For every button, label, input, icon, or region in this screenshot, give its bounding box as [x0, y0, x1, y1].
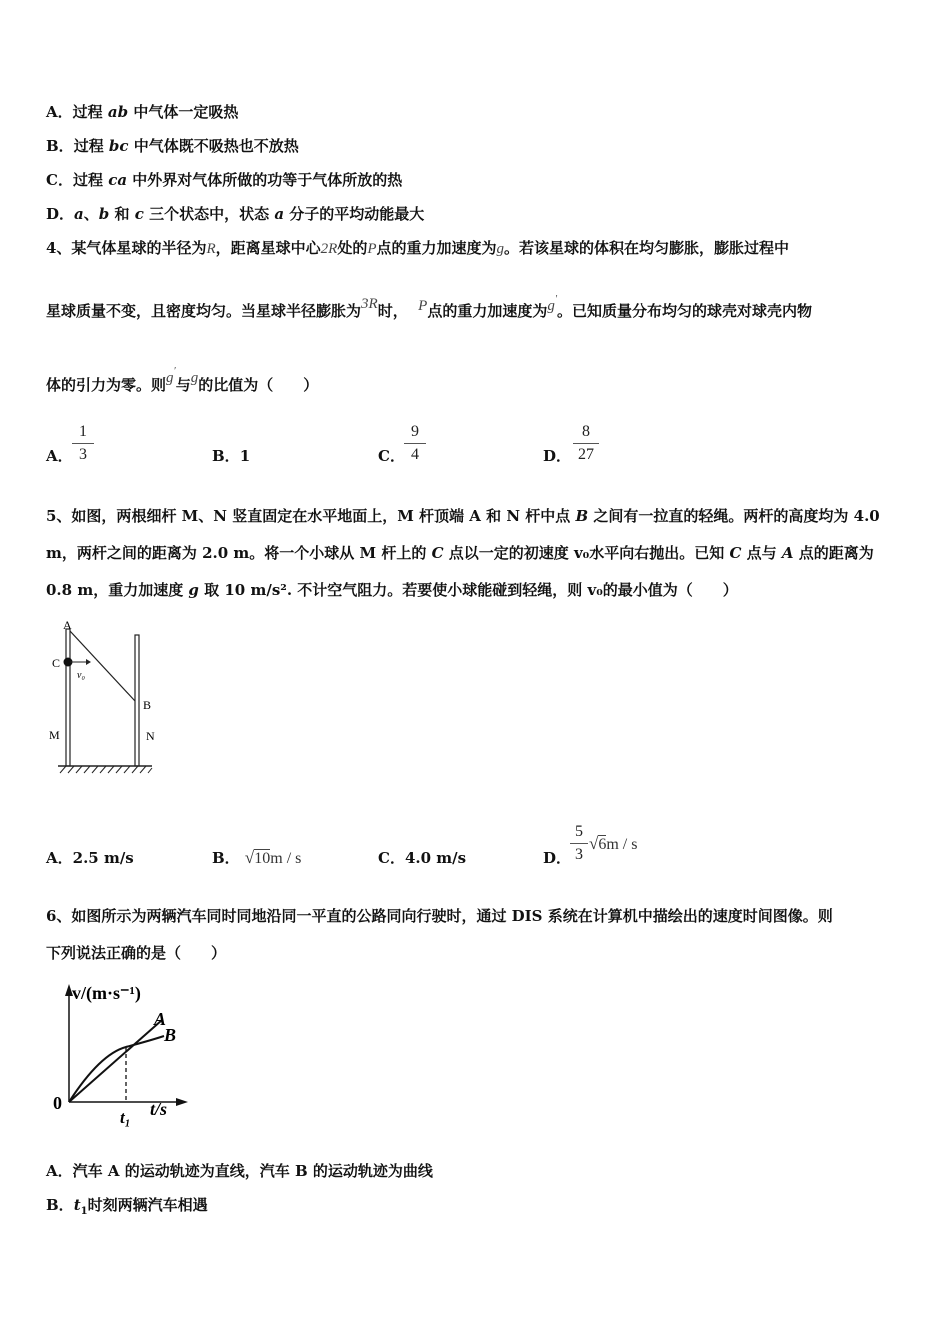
rope [70, 631, 135, 701]
label-b: B [143, 698, 152, 712]
q5-stem-line-1: 5、如图，两根细杆 M、N 竖直固定在水平地面上，M 杆顶端 A 和 N 杆中点 B 之间有一拉直的轻绳。两杆的高度均为 4.0 [46, 507, 880, 525]
q6-stem-line-2: 下列说法正确的是（ ） [46, 944, 227, 962]
ground-hatching [60, 766, 152, 773]
q4-stem-line-2: 星球质量不变，且密度均匀。当星球半径膨胀为3R时， P点的重力加速度为g′。已知质量分布均匀的球壳对球壳内物 [46, 294, 813, 320]
origin-label: 0 [53, 1093, 62, 1113]
label-c: C [52, 656, 61, 670]
rod-n [135, 635, 139, 766]
q4-option-a-label[interactable]: A． [46, 447, 73, 465]
rod-m [66, 629, 70, 766]
q6-option-a[interactable]: A．汽车 A 的运动轨迹为直线，汽车 B 的运动轨迹为曲线 [46, 1162, 433, 1180]
q5-option-c[interactable]: C．4.0 m/s [378, 849, 467, 867]
label-m: M [49, 728, 60, 742]
q4-option-d-fraction: 8 27 [573, 422, 599, 465]
q3-option-a[interactable]: A．过程 ab 中气体一定吸热 [46, 103, 239, 121]
curve-a [69, 1020, 162, 1102]
curve-b-label: B [164, 1025, 177, 1045]
q6-stem-line-1: 6、如图所示为两辆汽车同时同地沿同一平直的公路同向行驶时，通过 DIS 系统在计算机中描绘出的速度时间图像。则 [46, 907, 833, 925]
q6-option-b[interactable]: B．$t_1$时刻两辆汽车相遇 [46, 1196, 208, 1217]
arrow-head-icon [86, 659, 91, 665]
t1-label: t₁ [120, 1108, 131, 1127]
q4-option-a-fraction: 1 3 [72, 422, 94, 465]
q6-vt-graph [40, 978, 200, 1133]
x-axis-label: t/s [150, 1099, 168, 1119]
q5-option-d-root: √6m / s [589, 834, 638, 853]
curve-a-label: A [154, 1009, 167, 1029]
q4-option-c-label[interactable]: C． [378, 447, 405, 465]
q4-option-c-fraction: 9 4 [404, 422, 426, 465]
label-n: N [146, 729, 155, 743]
q5-option-d-fraction: 5 3 [570, 822, 588, 865]
q3-option-d[interactable]: D．a、b 和 c 三个状态中，状态 a 分子的平均动能最大 [46, 205, 425, 223]
q5-option-a[interactable]: A．2.5 m/s [46, 849, 134, 867]
q4-option-d-label[interactable]: D． [543, 447, 572, 465]
label-v0: v₀ [77, 670, 85, 681]
q5-stem-line-3: 0.8 m，重力加速度 g 取 10 m/s². 不计空气阻力。若要使小球能碰到轻绳，则 v₀的最小值为（ ） [46, 581, 738, 599]
q5-option-b[interactable]: B． √10m / s [212, 848, 302, 867]
y-axis-label: v/(m·s⁻¹) [72, 983, 141, 1003]
curve-b [69, 1036, 164, 1102]
q4-stem-line-3: 体的引力为零。则g′与g的比值为（ ） [46, 366, 319, 394]
q5-figure [40, 615, 165, 780]
q3-option-c[interactable]: C．过程 ca 中外界对气体所做的功等于气体所放的热 [46, 171, 403, 189]
q4-stem-line-1: 4、某气体星球的半径为R，距离星球中心2R处的P点的重力加速度为g。若该星球的体积在均匀膨胀，膨胀过程中 [46, 239, 790, 257]
label-a: A [63, 618, 72, 632]
q5-option-d-label[interactable]: D． [543, 849, 572, 867]
q5-stem-line-2: m，两杆之间的距离为 2.0 m。将一个小球从 M 杆上的 C 点以一定的初速度 v₀水平向右抛出。已知 C 点与 A 点的距离为 [46, 544, 874, 562]
x-axis-arrow-icon [176, 1098, 188, 1106]
q4-option-b[interactable]: B．1 [212, 447, 251, 465]
q3-option-b[interactable]: B．过程 bc 中气体既不吸热也不放热 [46, 137, 299, 155]
